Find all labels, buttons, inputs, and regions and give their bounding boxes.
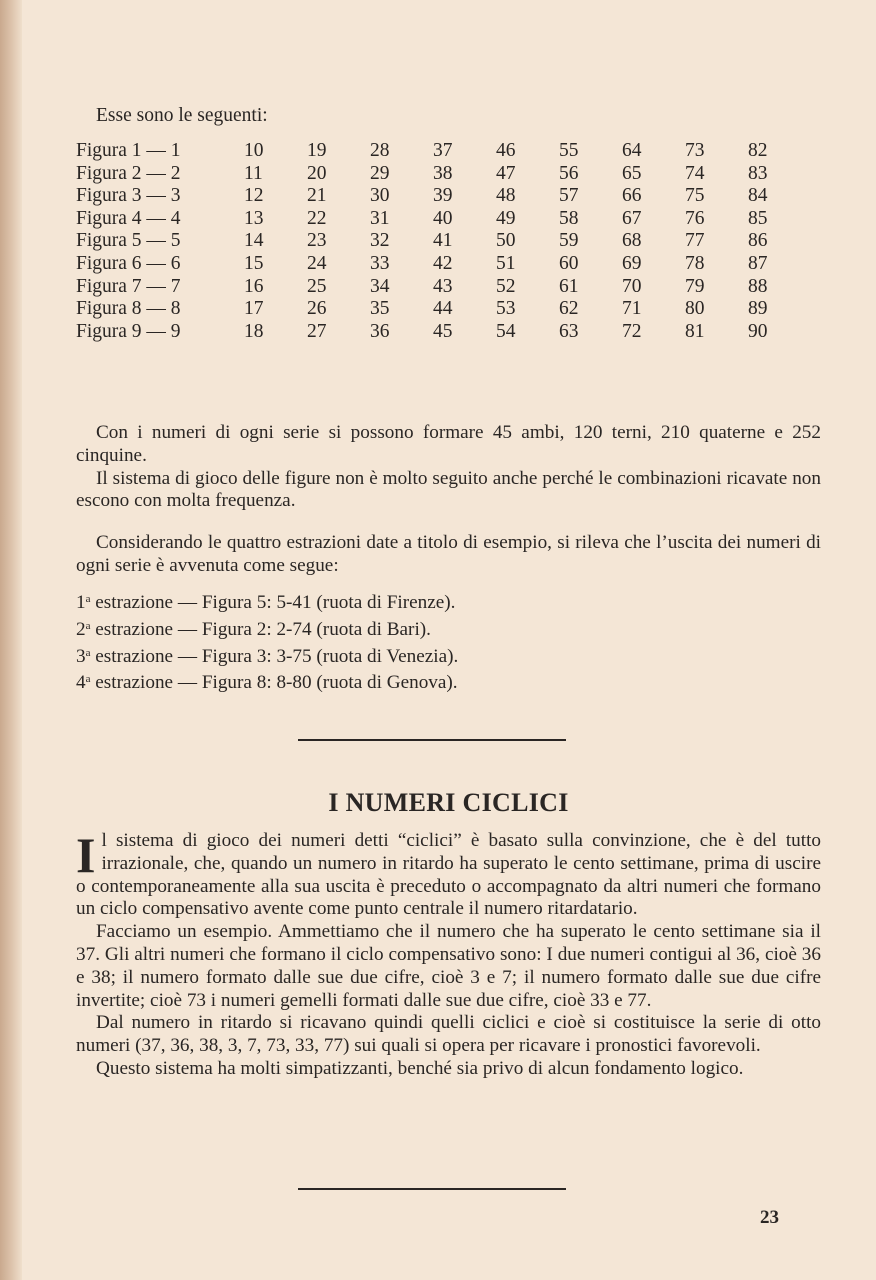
- figure-number: 74: [685, 162, 705, 184]
- figure-number: 60: [559, 252, 579, 274]
- figure-number: 50: [496, 230, 516, 252]
- figure-number: 82: [748, 140, 768, 161]
- figure-number: 51: [496, 252, 516, 274]
- figure-label: Figura 5 — 5: [76, 230, 181, 252]
- figure-label: Figura 1 — 1: [76, 140, 181, 161]
- figure-number: 63: [559, 320, 579, 342]
- page-number: 23: [760, 1207, 779, 1228]
- figure-number: 13: [244, 207, 264, 229]
- figures-table: [76, 140, 788, 343]
- section-title: I NUMERI CICLICI: [328, 788, 569, 817]
- figure-number: 57: [559, 185, 579, 207]
- figure-number: 36: [370, 320, 390, 342]
- figure-label: Figura 2 — 2: [76, 162, 181, 184]
- figure-number: 55: [559, 140, 579, 161]
- figure-number: 76: [685, 207, 705, 229]
- figure-number: 64: [622, 140, 642, 161]
- paragraph-conclusion: Questo sistema ha molti simpatizzanti, benché sia privo di alcun fondamento logico.: [96, 1057, 744, 1079]
- figure-number: 52: [496, 275, 516, 297]
- figure-number: 28: [370, 140, 390, 161]
- figure-number: 78: [685, 252, 705, 274]
- figure-number: 16: [244, 275, 264, 297]
- figure-row: [76, 230, 788, 253]
- figure-number: 69: [622, 252, 642, 274]
- figure-number: 48: [496, 185, 516, 207]
- figure-number: 11: [244, 162, 263, 184]
- figure-number: 37: [433, 140, 453, 161]
- figure-number: 68: [622, 230, 642, 252]
- figure-number: 26: [307, 298, 327, 320]
- figure-number: 45: [433, 320, 453, 342]
- figure-number: 65: [622, 162, 642, 184]
- figure-label: Figura 6 — 6: [76, 252, 181, 274]
- book-spine-shadow: [0, 0, 22, 1280]
- section-body: [76, 827, 821, 1081]
- figure-number: 31: [370, 207, 390, 229]
- figure-row: [76, 276, 788, 299]
- intro-text: Esse sono le seguenti:: [96, 105, 268, 126]
- figure-number: 59: [559, 230, 579, 252]
- paragraph-example: Facciamo un esempio. Ammettiamo che il numero che ha superato le cento settimane sia il 37. Gli altri numeri che formano il ciclo compensativo sono: I due numeri contigui al 36, cioè 36 e 38; il numero formato dalle sue due cifre, cioè 3 e 7; il numero formato dalle sue due cifre invertite; cioè 73 i numeri gemelli formati dalle sue due cifre, cioè 33 e 77.: [76, 921, 821, 1011]
- figure-number: 30: [370, 185, 390, 207]
- figure-row: [76, 140, 788, 163]
- figure-number: 24: [307, 252, 327, 274]
- section-divider-bottom: [298, 1188, 566, 1190]
- figure-number: 44: [433, 298, 453, 320]
- figure-number: 12: [244, 185, 264, 207]
- book-page: [76, 0, 821, 1280]
- figure-number: 43: [433, 275, 453, 297]
- figure-label: Figura 9 — 9: [76, 320, 181, 342]
- figure-row: [76, 163, 788, 186]
- figure-number: 14: [244, 230, 264, 252]
- paragraph-extractions-intro: Considerando le quattro estrazioni date a titolo di esempio, si rileva che l’uscita dei numeri di ogni serie è avvenuta come segue:: [76, 532, 821, 576]
- figure-number: 29: [370, 162, 390, 184]
- figure-number: 67: [622, 207, 642, 229]
- extraction-item: 1$^a$ estrazione — Figura 5: 5-41 (ruota di Firenze).: [76, 592, 456, 613]
- figure-label: Figura 3 — 3: [76, 185, 181, 207]
- figure-number: 61: [559, 275, 579, 297]
- figure-number: 73: [685, 140, 705, 161]
- extractions-list: [76, 588, 458, 695]
- paragraph-combinations: Con i numeri di ogni serie si possono formare 45 ambi, 120 terni, 210 quaterne e 252 cinquine.: [76, 422, 821, 466]
- paragraph-block-1: [76, 422, 821, 513]
- figure-row: [76, 208, 788, 231]
- figure-row: [76, 253, 788, 276]
- figure-number: 56: [559, 162, 579, 184]
- figure-number: 34: [370, 275, 390, 297]
- figure-number: 86: [748, 230, 768, 252]
- extraction-item: 3$^a$ estrazione — Figura 3: 3-75 (ruota di Venezia).: [76, 645, 459, 667]
- figure-label: Figura 7 — 7: [76, 275, 181, 297]
- paragraph-figures-system: Il sistema di gioco delle figure non è molto seguito anche perché le combinazioni ricavate non escono con molta frequenza.: [76, 467, 821, 512]
- figure-number: 71: [622, 298, 642, 320]
- figure-number: 32: [370, 230, 390, 252]
- figure-number: 80: [685, 298, 705, 320]
- figure-number: 90: [748, 320, 768, 342]
- figure-number: 88: [748, 275, 768, 297]
- figure-number: 87: [748, 252, 768, 274]
- figure-number: 83: [748, 162, 768, 184]
- figure-number: 72: [622, 320, 642, 342]
- figure-number: 27: [307, 320, 327, 342]
- figure-number: 21: [307, 185, 327, 207]
- figure-label: Figura 4 — 4: [76, 207, 181, 229]
- figure-number: 19: [307, 140, 327, 161]
- figure-number: 47: [496, 162, 516, 184]
- paragraph-series: Dal numero in ritardo si ricavano quindi quelli ciclici e cioè si costituisce la serie di otto numeri (37, 36, 38, 3, 7, 73, 33, 77) sui quali si opera per ricavare i pronostici favorevoli.: [76, 1012, 821, 1057]
- section-divider-top: [298, 739, 566, 741]
- figure-row: [76, 298, 788, 321]
- figure-number: 54: [496, 320, 516, 342]
- figure-number: 81: [685, 320, 705, 342]
- figure-number: 70: [622, 275, 642, 297]
- figure-number: 46: [496, 140, 516, 161]
- drop-cap: I: [76, 827, 96, 883]
- figure-number: 62: [559, 298, 579, 320]
- figure-number: 18: [244, 320, 264, 342]
- figure-number: 35: [370, 298, 390, 320]
- figure-number: 49: [496, 207, 516, 229]
- extraction-item: 4$^a$ estrazione — Figura 8: 8-80 (ruota di Genova).: [76, 672, 458, 694]
- figure-number: 25: [307, 275, 327, 297]
- figure-number: 41: [433, 230, 453, 252]
- figure-number: 66: [622, 185, 642, 207]
- figure-number: 42: [433, 252, 453, 274]
- figure-number: 79: [685, 275, 705, 297]
- figure-number: 39: [433, 185, 453, 207]
- figure-number: 85: [748, 207, 768, 229]
- paragraph-cyclic-intro: Il sistema di gioco dei numeri detti “ciclici” è basato sulla convinzione, che è del tutto irrazionale, che, quando un numero in ritardo ha superato le cento settimane, prima di uscire o contemporaneamente alla sua uscita è preceduto o accompagnato da altri numeri che formano un ciclo compensativo avente come punto centrale il numero ritardatario.: [76, 827, 821, 920]
- figure-number: 40: [433, 207, 453, 229]
- figure-row: [76, 185, 788, 208]
- figure-number: 38: [433, 162, 453, 184]
- extraction-item: 2$^a$ estrazione — Figura 2: 2-74 (ruota di Bari).: [76, 618, 431, 640]
- figure-number: 84: [748, 185, 768, 207]
- figure-label: Figura 8 — 8: [76, 298, 181, 320]
- figure-number: 17: [244, 298, 264, 320]
- figure-number: 33: [370, 252, 390, 274]
- figure-number: 10: [244, 140, 264, 161]
- figure-number: 23: [307, 230, 327, 252]
- figure-row: [76, 321, 788, 344]
- figure-number: 15: [244, 252, 264, 274]
- figure-number: 77: [685, 230, 705, 252]
- figure-number: 58: [559, 207, 579, 229]
- figure-number: 89: [748, 298, 768, 320]
- figure-number: 53: [496, 298, 516, 320]
- figure-number: 20: [307, 162, 327, 184]
- figure-number: 75: [685, 185, 705, 207]
- figure-number: 22: [307, 207, 327, 229]
- paragraph-block-2: [76, 532, 821, 578]
